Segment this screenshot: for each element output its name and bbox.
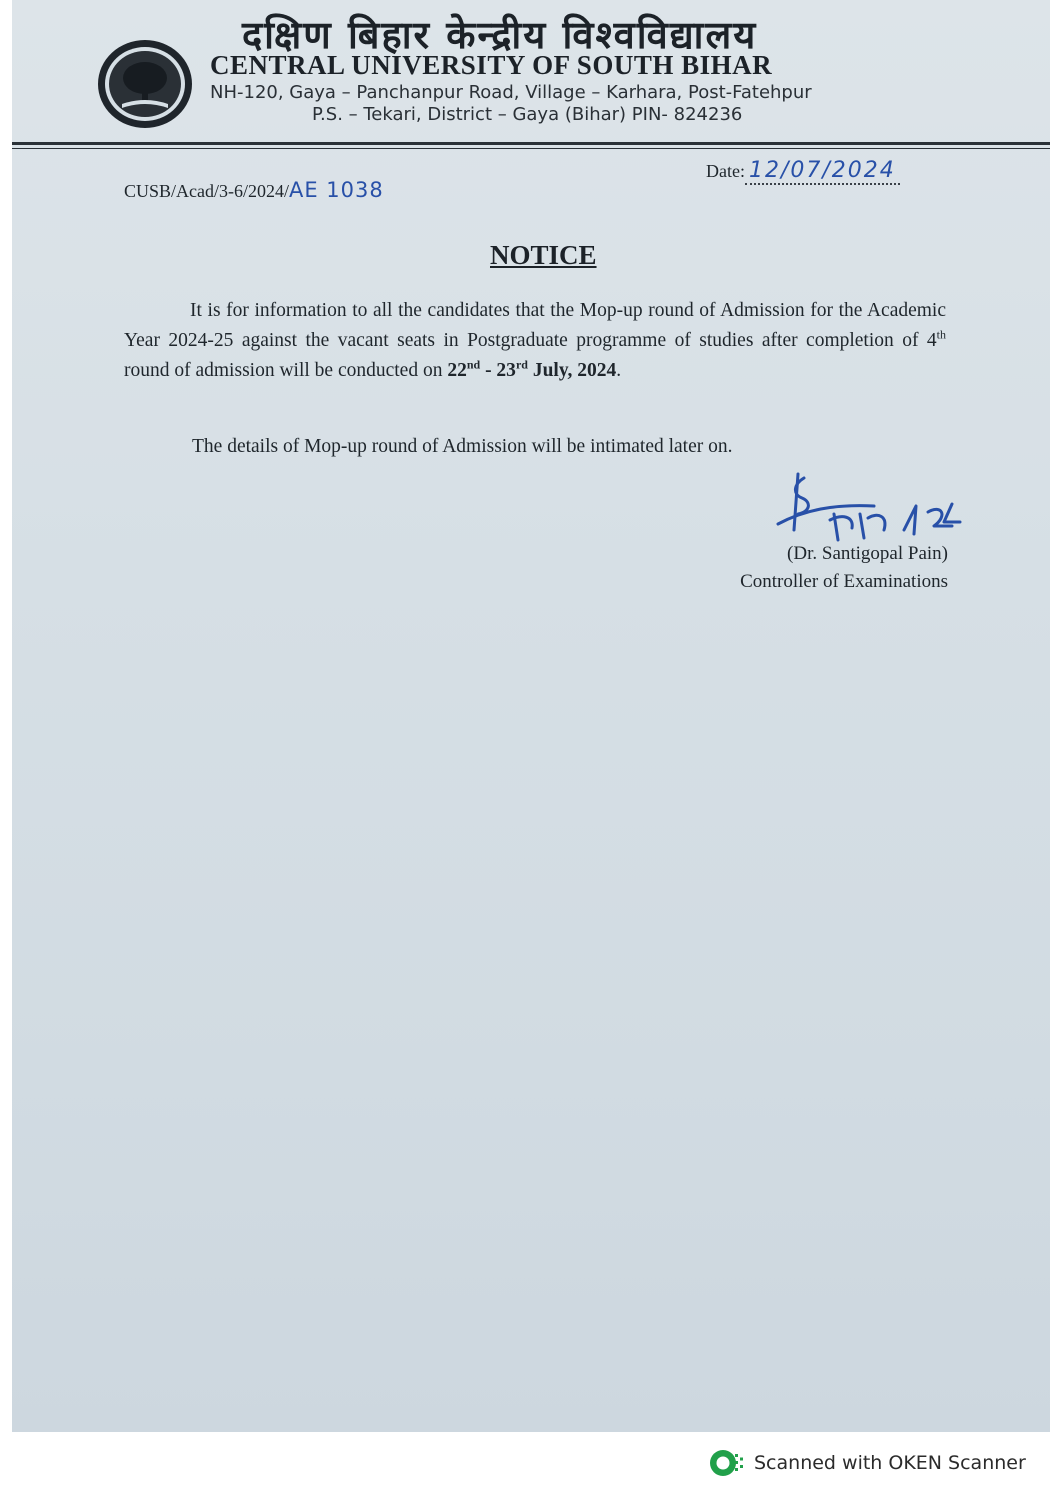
signatory-designation: Controller of Examinations xyxy=(740,571,948,592)
address-line-1: NH-120, Gaya – Panchanpur Road, Village – Karhara, Post-Fatehpur xyxy=(210,82,812,103)
letterhead-divider-thick xyxy=(12,142,1050,145)
para1-sup-nd: nd xyxy=(466,357,481,372)
reference-printed: CUSB/Acad/3-6/2024/ xyxy=(124,181,289,201)
signatory-name: (Dr. Santigopal Pain) xyxy=(787,543,948,564)
address-line-2: P.S. – Tekari, District – Gaya (Bihar) PIN- 824236 xyxy=(312,104,743,125)
para1-date-start: 22 xyxy=(447,360,467,381)
date-line xyxy=(706,158,900,185)
para1-text-b: round of admission will be conducted on xyxy=(124,360,448,381)
signatory-block xyxy=(674,540,948,596)
scanner-logo-icon xyxy=(708,1448,744,1478)
handwritten-signature xyxy=(764,470,964,550)
date-handwritten: 12/07/2024 xyxy=(748,158,896,183)
letterhead-divider-thin xyxy=(12,148,1050,149)
scanner-watermark-text: Scanned with OKEN Scanner xyxy=(754,1452,1026,1474)
date-field xyxy=(745,158,900,185)
para1-end: . xyxy=(616,360,622,381)
notice-title: NOTICE xyxy=(490,240,597,270)
para1-sup-rd: rd xyxy=(515,357,528,372)
reference-number xyxy=(124,178,384,202)
scanner-watermark xyxy=(708,1448,1026,1478)
reference-handwritten: AE 1038 xyxy=(289,178,384,202)
university-logo-icon xyxy=(96,38,194,130)
notice-paragraph-2: The details of Mop-up round of Admission will be intimated later on. xyxy=(192,436,733,457)
notice-paragraph-1 xyxy=(124,296,946,386)
para1-text-a: It is for information to all the candidates that the Mop-up round of Admission for the Academic Year 2024-25 against the vacant seats in Postgraduate programme of studies after completion of 4 xyxy=(124,300,946,351)
para1-date-month: July, 2024 xyxy=(532,360,617,381)
para1-sup-th: th xyxy=(936,327,946,342)
university-name-hindi: दक्षिण बिहार केन्द्रीय विश्वविद्यालय xyxy=(242,13,758,57)
document-page xyxy=(12,0,1050,1432)
date-label: Date: xyxy=(706,161,745,181)
para1-date-end: - 23 xyxy=(480,360,516,381)
university-name-english: CENTRAL UNIVERSITY OF SOUTH BIHAR xyxy=(210,50,773,80)
